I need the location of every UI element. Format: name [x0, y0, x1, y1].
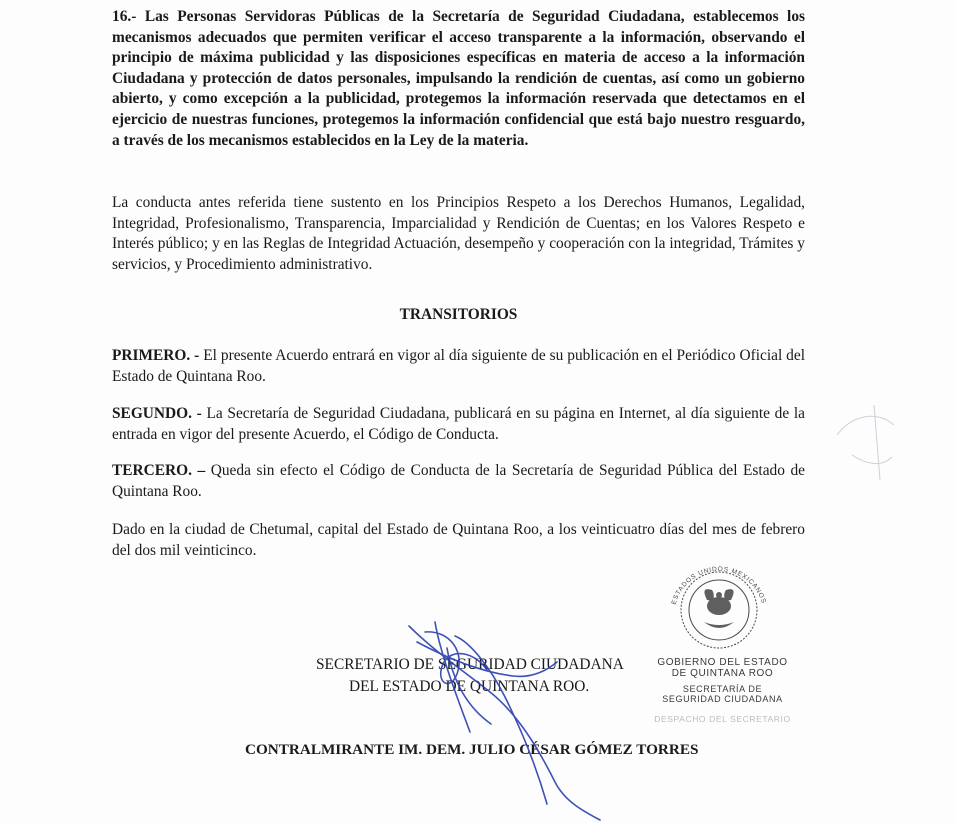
article-segundo	[112, 404, 805, 445]
paragraph-16-text: 16.- Las Personas Servidoras Públicas de la Secretaría de Seguridad Ciudadana, establecemos los mecanismos adecuados que permiten verificar el acceso transparente a la información, observando el principio de máxima publicidad y las disposiciones específicas en materia de acceso a la información Ciudadana y protección de datos personales, impulsando la rendición de cuentas, así como un gobierno abierto, y como excepción a la publicidad, protegemos la información reservada que detectamos en el ejercicio de nuestras funciones, protegemos la información confidencial que está bajo nuestro resguardo, a través de los mecanismos establecidos en la Ley de la materia.	[112, 8, 805, 149]
article-tercero	[112, 461, 805, 502]
conducta-text: La conducta antes referida tiene sustento en los Principios Respeto a los Derechos Humanos, Legalidad, Integridad, Profesionalismo, Transparencia, Imparcialidad y Rendición de Cuentas; en los Valores Respeto e Interés público; y en las Reglas de Integridad Actuación, desempeño y cooperación con la integridad, Trámites y servicios, y Procedimiento administrativo.	[112, 194, 805, 273]
dado-paragraph: Dado en la ciudad de Chetumal, capital del Estado de Quintana Roo, a los veinticuatro días del mes de febrero del dos mil veinticinco.	[112, 521, 805, 559]
official-seal-emblem	[660, 556, 778, 652]
seal-line: DE QUINTANA ROO	[671, 668, 774, 679]
article-label: SEGUNDO. -	[112, 405, 202, 422]
transitorios-heading: TRANSITORIOS	[399, 306, 518, 323]
seal-ring-text: ESTADOS UNIDOS MEXICANOS	[670, 565, 768, 606]
article-text: La Secretaría de Seguridad Ciudadana, publicará en su página en Internet, al día siguiente de la entrada en vigor del presente Acuerdo, el Código de Conducta.	[112, 405, 805, 443]
seal-line: SEGURIDAD CIUDADANA	[662, 694, 783, 704]
article-primero	[112, 346, 805, 387]
paragraph-16	[112, 7, 805, 151]
seal-line: SECRETARÍA DE	[682, 684, 763, 694]
article-label: PRIMERO. -	[112, 347, 200, 364]
signatory-name: CONTRALMIRANTE IM. DEM. JULIO CÉSAR GÓMEZ TORRES	[245, 741, 699, 758]
handwritten-signature	[395, 612, 615, 823]
margin-ink-mark	[832, 395, 902, 485]
article-text: Queda sin efecto el Código de Conducta de la Secretaría de Seguridad Pública del Estado de Quintana Roo.	[112, 462, 805, 500]
signatory-title-line-2: DEL ESTADO DE QUINTANA ROO.	[349, 678, 590, 695]
seal-line: DESPACHO DEL SECRETARIO	[654, 714, 791, 724]
conducta-paragraph	[112, 193, 805, 275]
seal-line: GOBIERNO DEL ESTADO	[657, 657, 788, 668]
signatory-title-line-1: SECRETARIO DE SEGURIDAD CIUDADANA	[316, 656, 624, 673]
article-label: TERCERO. –	[112, 462, 206, 479]
article-text: El presente Acuerdo entrará en vigor al día siguiente de su publicación en el Periódico Oficial del Estado de Quintana Roo.	[112, 347, 805, 385]
